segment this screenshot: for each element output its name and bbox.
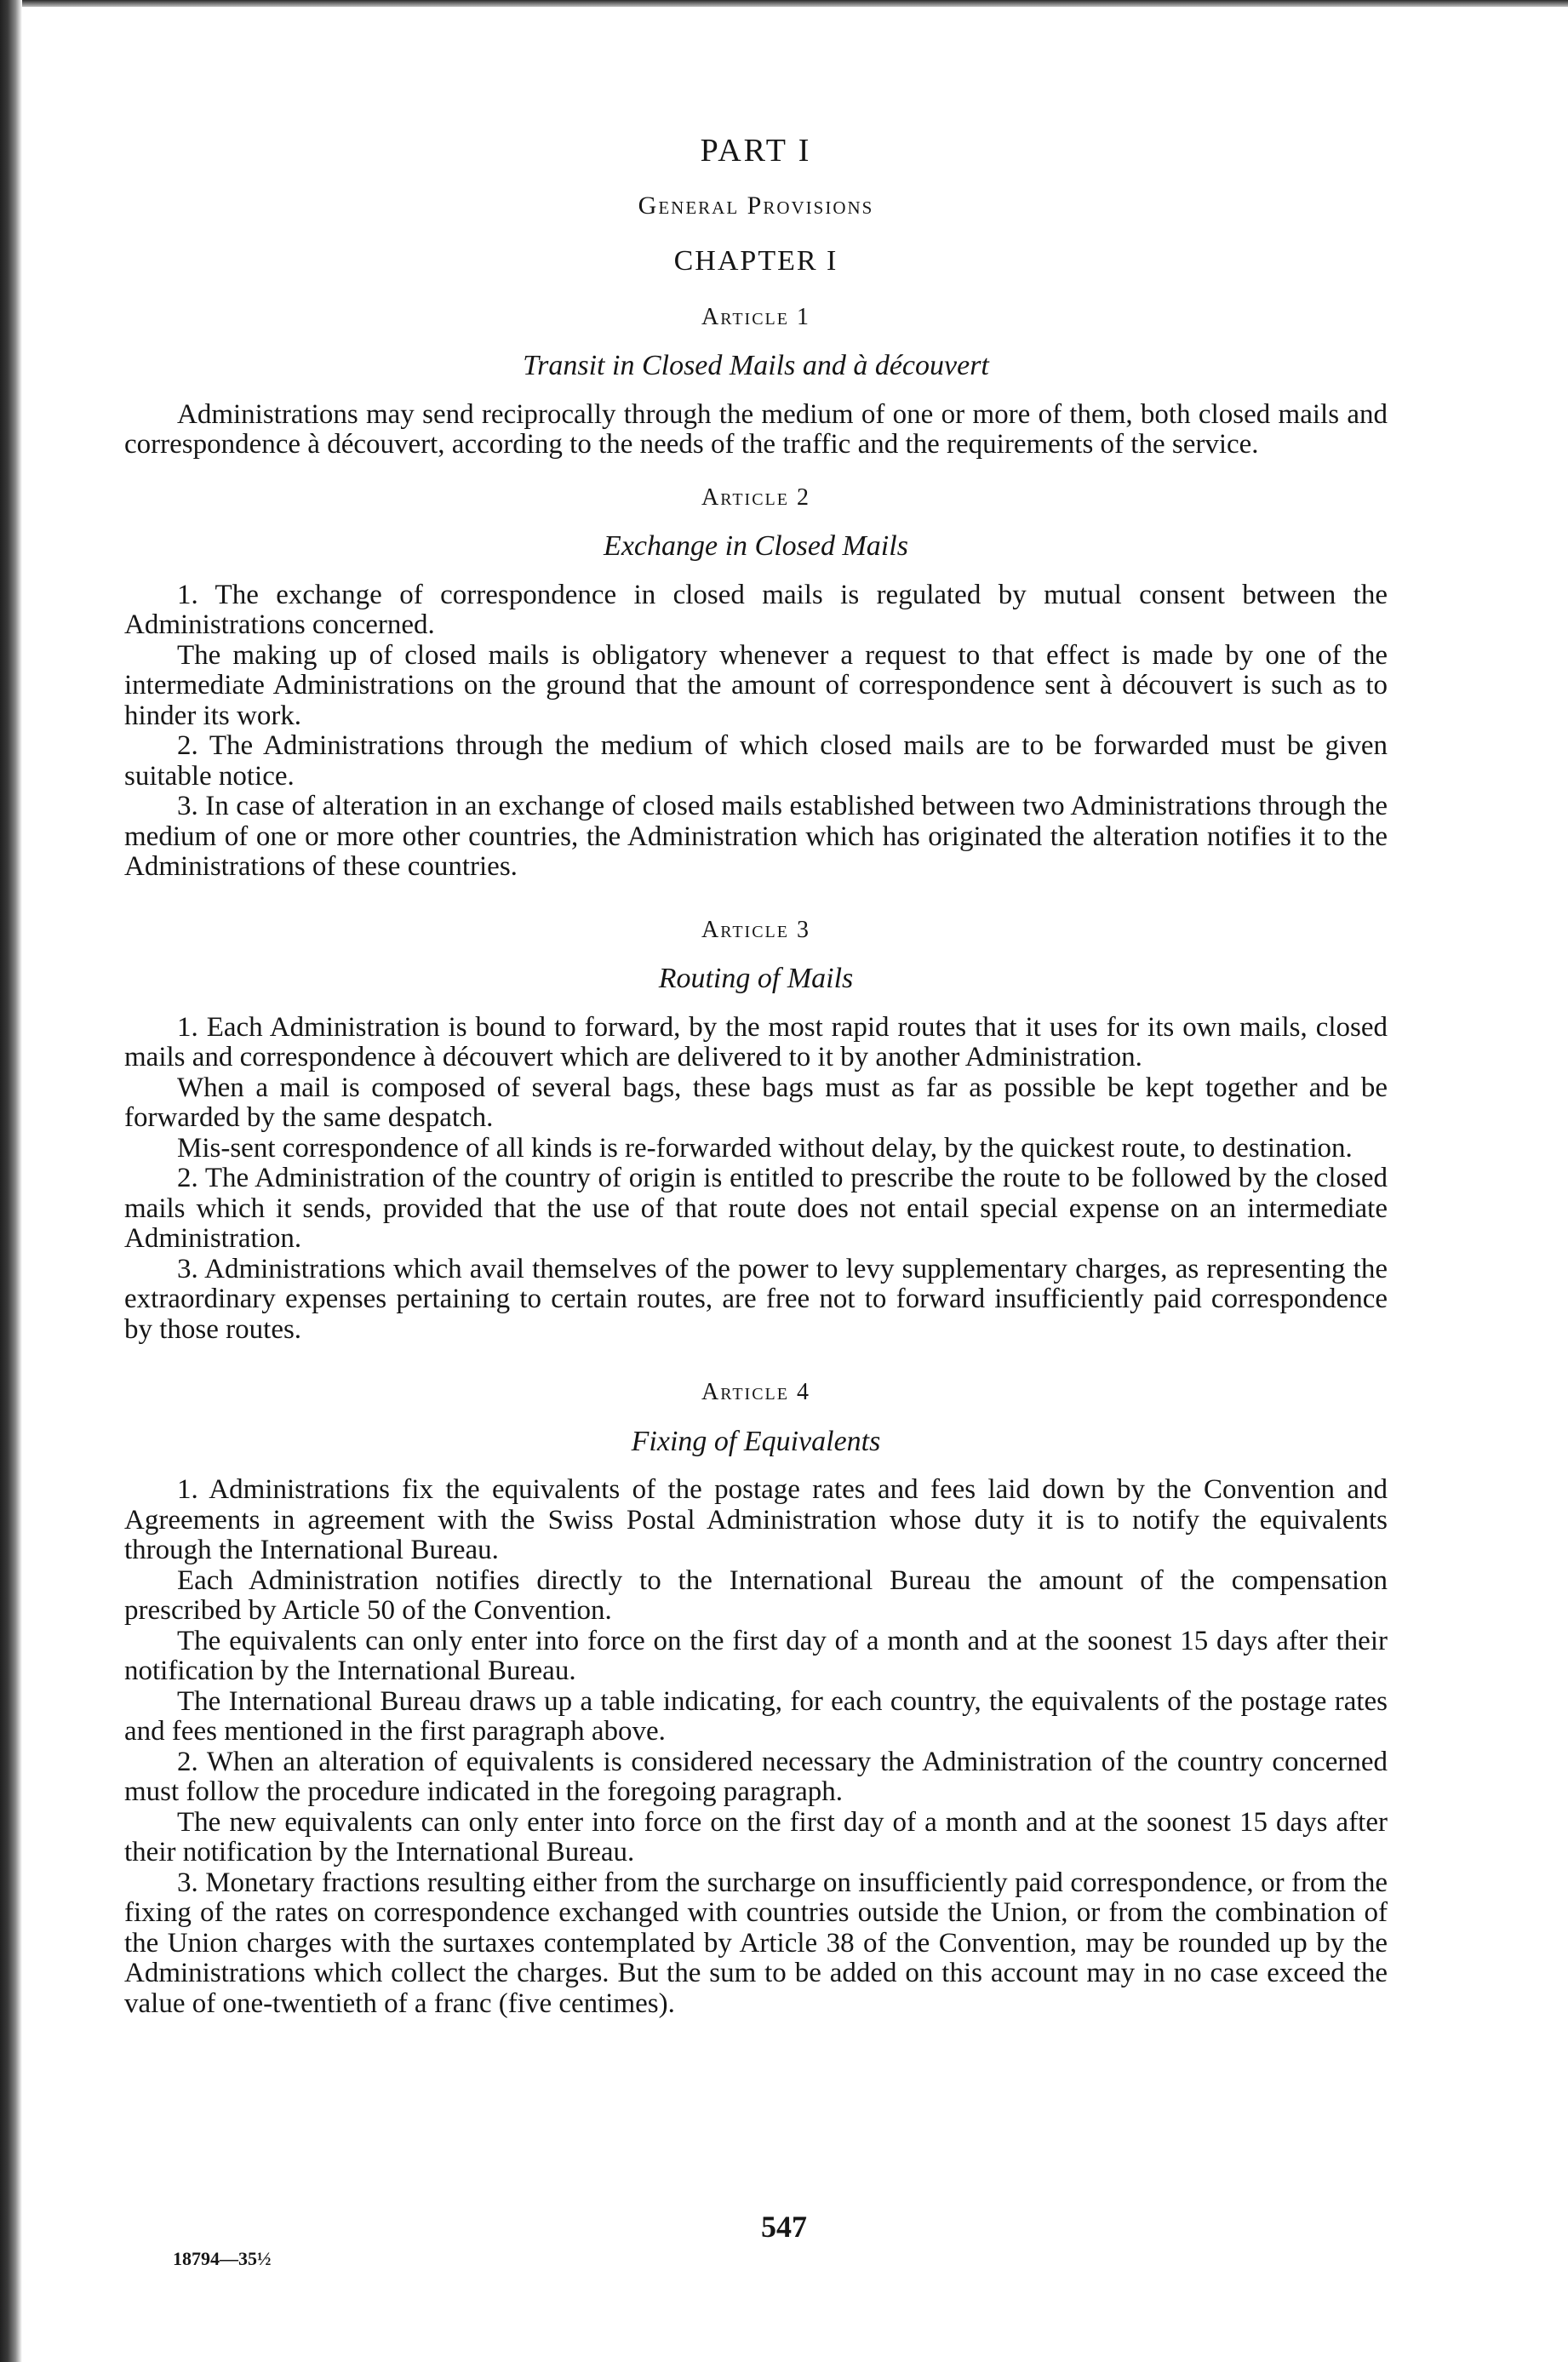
- article-paragraph: The new equivalents can only enter into force on the first day of a month and at the soonest 15 days after their notification by the International Bureau.: [124, 1806, 1388, 1867]
- article-4: [124, 1377, 1388, 2019]
- article-title: Fixing of Equivalents: [631, 1425, 881, 1457]
- page-number: 547: [761, 2210, 807, 2244]
- article-paragraph: The making up of closed mails is obligatory whenever a request to that effect is made by one of the intermediate Administrations on the ground that the amount of correspondence sent à découvert is such as to hinder its work.: [124, 639, 1388, 731]
- article-label: Article 2: [701, 483, 810, 511]
- scan-top-edge: [0, 0, 1568, 7]
- article-title: Exchange in Closed Mails: [604, 530, 908, 562]
- article-paragraph: The International Bureau draws up a table indicating, for each country, the equivalents of the postage rates and fees mentioned in the first paragraph above.: [124, 1685, 1388, 1747]
- article-paragraph: When a mail is composed of several bags, these bags must as far as possible be kept together and be forwarded by the same despatch.: [124, 1072, 1388, 1133]
- article-label: Article 1: [701, 303, 810, 330]
- article-paragraph: Mis-sent correspondence of all kinds is re-forwarded without delay, by the quickest route, to destination.: [177, 1132, 1353, 1164]
- article-paragraph: 1. Each Administration is bound to forward, by the most rapid routes that it uses for its own mails, closed mails and correspondence à découvert which are delivered to it by another Administration.: [124, 1011, 1388, 1072]
- part-subtitle: General Provisions: [638, 191, 874, 220]
- article-paragraph: 3. Administrations which avail themselves of the power to levy supplementary charges, as representing the extraordinary expenses pertaining to certain routes, are free not to forward insufficiently paid correspondence by those routes.: [124, 1253, 1388, 1345]
- printer-code: 18794—35½: [173, 2248, 272, 2269]
- article-label: Article 4: [701, 1379, 810, 1405]
- article-paragraph: Each Administration notifies directly to the International Bureau the amount of the compensation prescribed by Article 50 of the Convention.: [124, 1564, 1388, 1626]
- article-paragraph: 3. In case of alteration in an exchange of closed mails established between two Administrations through the medium of one or more other countries, the Administration which has originated the alteration notifies it to the Administrations of these countries.: [124, 791, 1388, 882]
- article-paragraph: 3. Monetary fractions resulting either from the surcharge on insufficiently paid correspondence, or from the fixing of the rates on correspondence exchanged with countries outside the Union, or from the combination of the Union charges with the surtaxes contemplated by Article 38 of the Convention, may be rounded up by the Administrations which collect the charges. But the sum to be added on this account may in no case exceed the value of one-twentieth of a franc (five centimes).: [124, 1867, 1388, 2019]
- article-paragraph: 1. The exchange of correspondence in closed mails is regulated by mutual consent between the Administrations concerned.: [124, 579, 1388, 640]
- article-paragraph: 1. Administrations fix the equivalents of the postage rates and fees laid down by the Convention and Agreements in agreement with the Swiss Postal Administration whose duty it is to notify the equivalents through the International Bureau.: [124, 1474, 1388, 1565]
- article-paragraph: 2. The Administrations through the medium of which closed mails are to be forwarded must be given suitable notice.: [124, 730, 1388, 792]
- article-3: [124, 915, 1388, 1346]
- article-paragraph: The equivalents can only enter into force on the first day of a month and at the soonest 15 days after their notification by the International Bureau.: [124, 1625, 1388, 1686]
- article-paragraph: 2. The Administration of the country of origin is entitled to prescribe the route to be followed by the closed mails which it sends, provided that the use of that route does not entail special expense on an intermediate Administration.: [124, 1163, 1388, 1254]
- chapter-title: CHAPTER I: [673, 245, 838, 277]
- scan-binding-edge: [0, 0, 22, 2362]
- article-2: [124, 483, 1388, 883]
- article-title: Routing of Mails: [658, 963, 854, 994]
- article-paragraph: 2. When an alteration of equivalents is considered necessary the Administration of the country concerned must follow the procedure indicated in the foregoing paragraph.: [124, 1746, 1388, 1807]
- article-label: Article 3: [701, 916, 810, 943]
- document-page: [124, 133, 1388, 2019]
- article-title: Transit in Closed Mails and à découvert: [523, 350, 989, 381]
- part-title: PART I: [700, 133, 812, 169]
- article-1: [124, 302, 1388, 460]
- article-paragraph: Administrations may send reciprocally through the medium of one or more of them, both closed mails and correspondence à découvert, according to the needs of the traffic and the requirements of the service.: [124, 398, 1388, 460]
